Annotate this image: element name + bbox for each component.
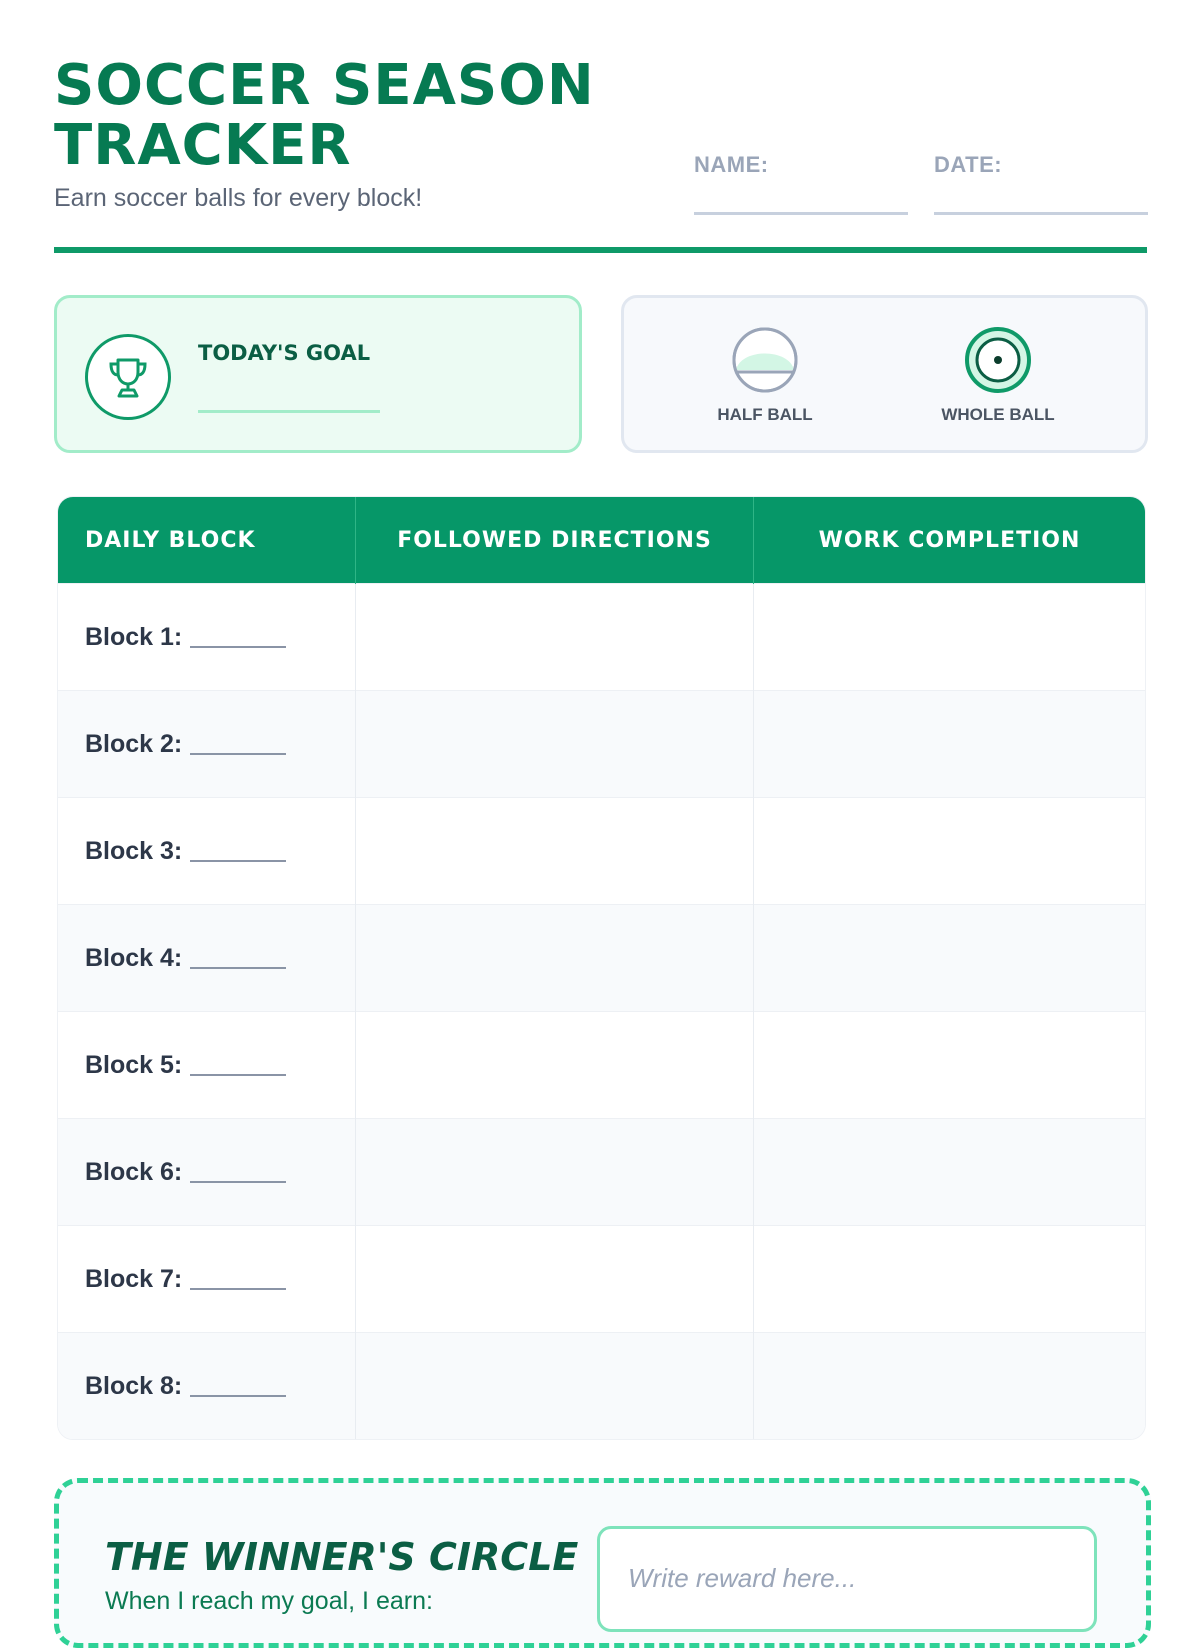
todays-goal-card bbox=[54, 295, 582, 453]
block-label: Block 1: bbox=[85, 622, 183, 651]
followed-directions-cell[interactable] bbox=[356, 1119, 754, 1226]
block-blank bbox=[190, 1395, 286, 1397]
block-blank bbox=[190, 646, 286, 648]
legend-whole-ball bbox=[928, 326, 1068, 425]
reward-placeholder: Write reward here... bbox=[628, 1563, 857, 1593]
page-subtitle: Earn soccer balls for every block! bbox=[54, 184, 423, 212]
table-row bbox=[58, 905, 1145, 1012]
block-label: Block 6: bbox=[85, 1157, 183, 1186]
table-row bbox=[58, 691, 1145, 798]
table-row bbox=[58, 1012, 1145, 1119]
page-title: SOCCER SEASON TRACKER bbox=[54, 53, 595, 178]
header-daily-block: DAILY BLOCK bbox=[58, 497, 356, 584]
whole-ball-icon bbox=[964, 326, 1032, 394]
header-followed-directions: FOLLOWED DIRECTIONS bbox=[356, 497, 754, 584]
followed-directions-cell[interactable] bbox=[356, 1333, 754, 1440]
block-cell[interactable] bbox=[58, 798, 356, 905]
work-completion-cell[interactable] bbox=[754, 691, 1146, 798]
block-blank bbox=[190, 967, 286, 969]
work-completion-cell[interactable] bbox=[754, 1012, 1146, 1119]
table-row bbox=[58, 1226, 1145, 1333]
table-header-row bbox=[58, 497, 1145, 584]
block-cell[interactable] bbox=[58, 905, 356, 1012]
reward-input[interactable] bbox=[597, 1526, 1097, 1632]
block-cell[interactable] bbox=[58, 1119, 356, 1226]
half-ball-label: HALF BALL bbox=[717, 405, 813, 424]
ball-legend bbox=[621, 295, 1148, 453]
block-label: Block 7: bbox=[85, 1264, 183, 1293]
todays-goal-label: TODAY'S GOAL bbox=[198, 341, 371, 365]
block-label: Block 3: bbox=[85, 836, 183, 865]
block-cell[interactable] bbox=[58, 1012, 356, 1119]
block-blank bbox=[190, 753, 286, 755]
followed-directions-cell[interactable] bbox=[356, 905, 754, 1012]
followed-directions-cell[interactable] bbox=[356, 584, 754, 691]
winners-circle-subtitle: When I reach my goal, I earn: bbox=[105, 1587, 433, 1615]
tracker-page bbox=[54, 0, 1147, 1615]
block-blank bbox=[190, 860, 286, 862]
work-completion-cell[interactable] bbox=[754, 1333, 1146, 1440]
work-completion-cell[interactable] bbox=[754, 1226, 1146, 1333]
block-cell[interactable] bbox=[58, 1333, 356, 1440]
block-label: Block 8: bbox=[85, 1371, 183, 1400]
name-field[interactable] bbox=[694, 152, 908, 215]
block-label: Block 5: bbox=[85, 1050, 183, 1079]
todays-goal-input-line[interactable] bbox=[198, 410, 380, 413]
followed-directions-cell[interactable] bbox=[356, 691, 754, 798]
block-label: Block 2: bbox=[85, 729, 183, 758]
followed-directions-cell[interactable] bbox=[356, 1226, 754, 1333]
date-field[interactable] bbox=[934, 152, 1148, 215]
block-blank bbox=[190, 1074, 286, 1076]
block-cell[interactable] bbox=[58, 584, 356, 691]
whole-ball-label: WHOLE BALL bbox=[941, 405, 1055, 424]
name-label: NAME: bbox=[694, 152, 769, 177]
block-blank bbox=[190, 1288, 286, 1290]
work-completion-cell[interactable] bbox=[754, 584, 1146, 691]
work-completion-cell[interactable] bbox=[754, 905, 1146, 1012]
date-label: DATE: bbox=[934, 152, 1003, 177]
followed-directions-cell[interactable] bbox=[356, 798, 754, 905]
block-cell[interactable] bbox=[58, 691, 356, 798]
work-completion-cell[interactable] bbox=[754, 1119, 1146, 1226]
legend-half-ball bbox=[695, 326, 835, 425]
tracker-table bbox=[57, 496, 1146, 1440]
table-row bbox=[58, 798, 1145, 905]
table-row bbox=[58, 1333, 1145, 1440]
winners-circle-title: THE WINNER'S CIRCLE bbox=[105, 1535, 579, 1579]
block-label: Block 4: bbox=[85, 943, 183, 972]
trophy-icon bbox=[85, 334, 171, 420]
half-ball-icon bbox=[731, 326, 799, 394]
block-cell[interactable] bbox=[58, 1226, 356, 1333]
work-completion-cell[interactable] bbox=[754, 798, 1146, 905]
table-row bbox=[58, 584, 1145, 691]
followed-directions-cell[interactable] bbox=[356, 1012, 754, 1119]
winners-circle bbox=[54, 1478, 1151, 1648]
block-blank bbox=[190, 1181, 286, 1183]
table-row bbox=[58, 1119, 1145, 1226]
header-work-completion: WORK COMPLETION bbox=[754, 497, 1146, 584]
header-divider bbox=[54, 247, 1147, 253]
